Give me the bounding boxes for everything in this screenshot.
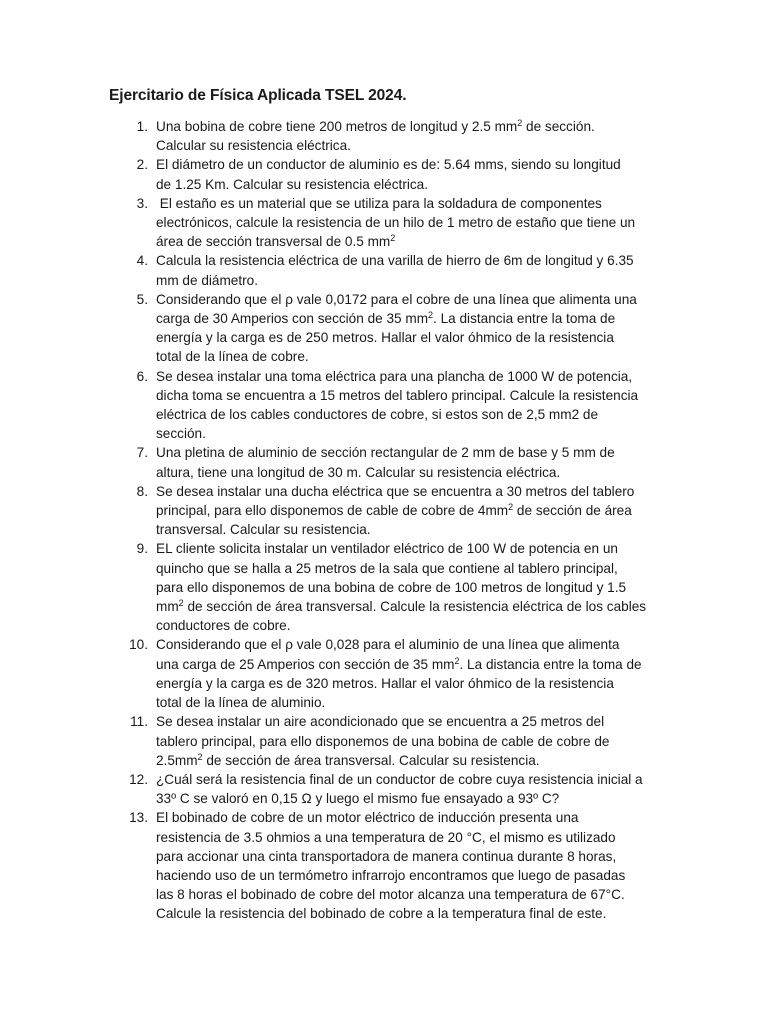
exercise-item [108, 290, 668, 367]
exercise-item [108, 443, 668, 481]
document-title: Ejercitario de Física Aplicada TSEL 2024. [109, 87, 407, 104]
exercise-text-line: de 1.25 Km. Calcular su resistencia eléctrica. [156, 176, 428, 192]
exercise-item [108, 770, 668, 808]
exercise-text-line: Calcule la resistencia del bobinado de cobre a la temperatura final de este. [156, 906, 607, 922]
exercise-text-line: Una pletina de aluminio de sección rectangular de 2 mm de base y 5 mm de [156, 445, 615, 461]
exercise-text-line: EL cliente solicita instalar un ventilador eléctrico de 100 W de potencia en un [156, 541, 618, 557]
exercise-text-line: electrónicos, calcule la resistencia de un hilo de 1 metro de estaño que tiene un [156, 215, 636, 231]
exercise-number: 9. [136, 541, 148, 557]
exercise-number: 13. [129, 810, 148, 826]
exercise-text-line: haciendo uso de un termómetro infrarrojo encontramos que luego de pasadas [156, 867, 626, 883]
exercise-number: 8. [136, 483, 148, 499]
exercise-text-line: 33º C se valoró en 0,15 Ω y luego el mismo fue ensayado a 93º C? [156, 791, 560, 807]
exercise-item [108, 482, 668, 540]
exercise-number: 12. [129, 771, 148, 787]
exercise-text-line: Calcula la resistencia eléctrica de una varilla de hierro de 6m de longitud y 6.35 [156, 253, 634, 269]
exercise-text-line: mm de diámetro. [156, 272, 258, 288]
exercise-text-line: El estaño es un material que se utiliza para la soldadura de componentes [156, 195, 602, 211]
exercise-text-line: $mm^2$ de sección de área transversal. Calcule la resistencia eléctrica de los cables [156, 598, 647, 615]
exercise-item [108, 194, 668, 252]
exercise-text-line: resistencia de 3.5 ohmios a una temperatura de 20 °C, el mismo es utilizado [156, 829, 616, 845]
exercise-text-line: total de la línea de cobre. [156, 349, 309, 365]
exercise-number: 7. [136, 445, 148, 461]
exercise-text-line: transversal. Calcular su resistencia. [156, 522, 371, 538]
exercise-number: 1. [136, 119, 148, 134]
exercise-list [108, 117, 668, 924]
exercise-text-line: eléctrica de los cables conductores de cobre, si estos son de 2,5 mm2 de [156, 407, 599, 423]
exercise-text-line: El diámetro de un conductor de aluminio es de: 5.64 mms, siendo su longitud [156, 157, 621, 173]
exercise-text-line: área de sección transversal de 0.5 $mm^2$ [156, 233, 396, 250]
exercise-text-line: energía y la carga es de 320 metros. Hallar el valor óhmico de la resistencia [156, 675, 614, 691]
exercise-number: 4. [136, 253, 148, 269]
exercise-text-line: dicha toma se encuentra a 15 metros del tablero principal. Calcule la resistencia [156, 387, 639, 403]
exercise-item [108, 712, 668, 770]
exercise-text-line: quincho que se halla a 25 metros de la sala que contiene al tablero principal, [156, 560, 618, 576]
exercise-text-line: ¿Cuál será la resistencia final de un conductor de cobre cuya resistencia inicial a [156, 771, 643, 787]
exercise-text-line: Una bobina de cobre tiene 200 metros de longitud y 2.5 $mm^2$ de sección. [156, 118, 595, 134]
exercise-item [108, 251, 668, 289]
exercise-text-line: $2.5mm^2$ de sección de área transversal. Calcular su resistencia. [156, 751, 540, 768]
exercise-item [108, 117, 668, 155]
exercise-item [108, 155, 668, 193]
exercise-text-line: para ello disponemos de una bobina de cobre de 100 metros de longitud y 1.5 [156, 579, 627, 595]
exercise-item [108, 635, 668, 712]
exercise-text-line: Considerando que el ρ vale 0,028 para el aluminio de una línea que alimenta [156, 637, 620, 653]
exercise-number: 2. [136, 157, 148, 173]
exercise-text-line: para accionar una cinta transportadora de manera continua durante 8 horas, [156, 848, 617, 864]
exercise-text-line: energía y la carga es de 250 metros. Hallar el valor óhmico de la resistencia [156, 330, 614, 346]
exercise-text-line: carga de 30 Amperios con sección de 35 $mm^2$. La distancia entre la toma de [156, 310, 616, 327]
exercise-item [108, 367, 668, 444]
exercise-text-line: las 8 horas el bobinado de cobre del motor alcanza una temperatura de 67°C. [156, 887, 625, 903]
exercise-number: 5. [136, 291, 148, 307]
exercise-text-line: Se desea instalar una ducha eléctrica que se encuentra a 30 metros del tablero [156, 483, 635, 499]
exercise-text-line: Considerando que el ρ vale 0,0172 para el cobre de una línea que alimenta una [156, 291, 637, 307]
exercise-text-line: principal, para ello disponemos de cable de cobre de $4mm^2$ de sección de área [156, 502, 632, 519]
exercise-text-line: Calcular su resistencia eléctrica. [156, 138, 351, 154]
exercise-text-line: sección. [156, 426, 206, 442]
exercise-text-line: tablero principal, para ello disponemos de una bobina de cable de cobre de [156, 733, 610, 749]
exercise-text-line: conductores de cobre. [156, 618, 291, 634]
exercise-text-line: altura, tiene una longitud de 30 m. Calcular su resistencia eléctrica. [156, 464, 561, 480]
exercise-text-line: una carga de 25 Amperios con sección de 35 $mm^2$. La distancia entre la toma de [156, 655, 642, 672]
exercise-item [108, 808, 668, 923]
exercise-text-line: Se desea instalar una toma eléctrica para una plancha de 1000 W de potencia, [156, 368, 633, 384]
exercise-item [108, 539, 668, 635]
exercise-text-line: El bobinado de cobre de un motor eléctrico de inducción presenta una [156, 810, 579, 826]
exercise-number: 3. [136, 195, 148, 211]
exercise-number: 11. [130, 714, 148, 730]
exercise-text-line: Se desea instalar un aire acondicionado que se encuentra a 25 metros del [156, 714, 605, 730]
exercise-number: 10. [129, 637, 148, 653]
exercise-text-line: total de la línea de aluminio. [156, 695, 326, 711]
exercise-number: 6. [136, 368, 148, 384]
